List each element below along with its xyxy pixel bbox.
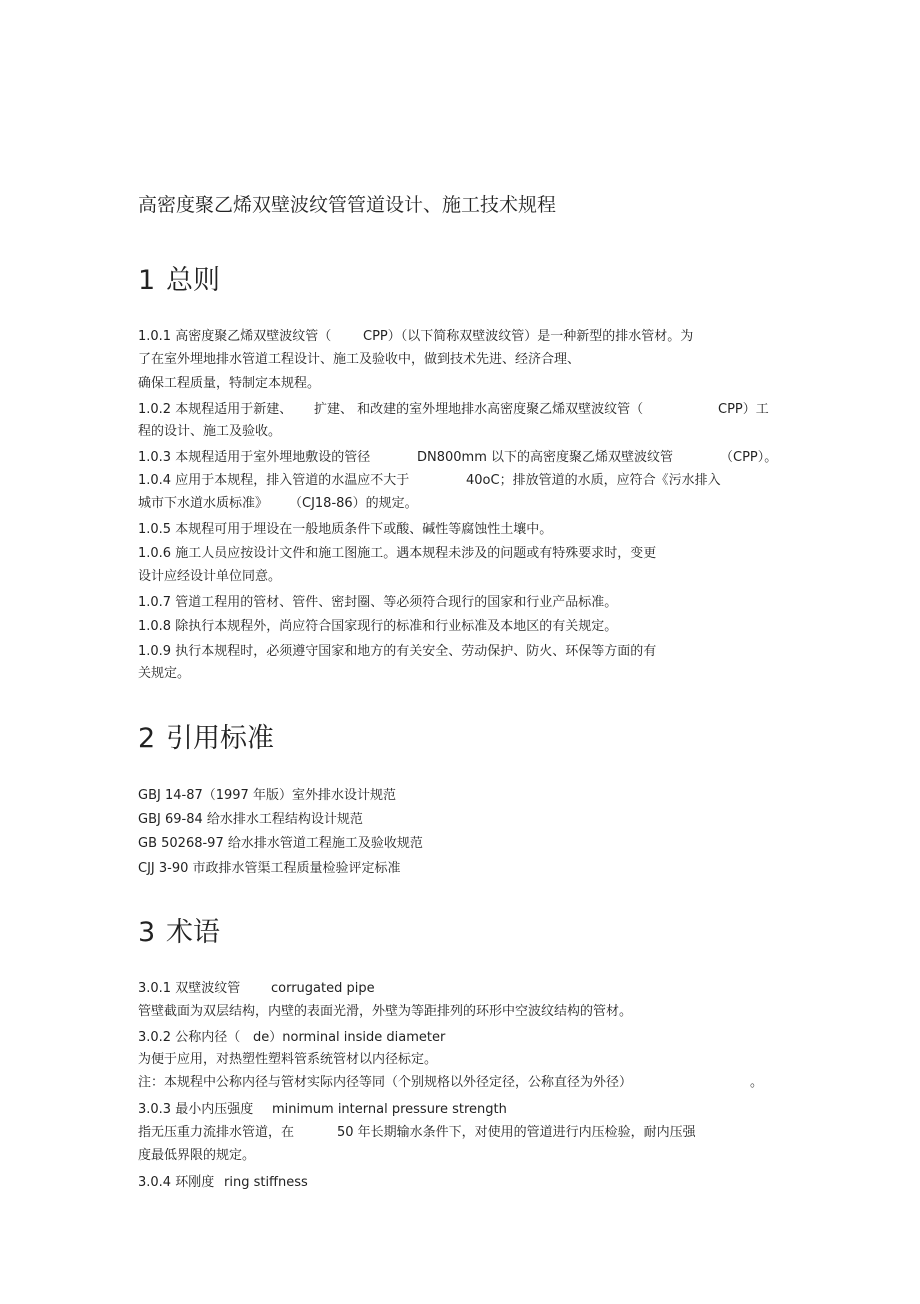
- clause-1-0-6-line: 设计应经设计单位同意。: [138, 569, 282, 584]
- section-number: 3: [138, 917, 156, 948]
- section-title: 引用标准: [166, 723, 274, 754]
- clause-1-0-8-line: 1.0.8 除执行本规程外，尚应符合国家现行的标准和行业标准及本地区的有关规定。: [138, 619, 618, 634]
- section-heading-2: [138, 722, 274, 756]
- term-3-0-2-line: 注：本规程中公称内径与管材实际内径等同（个别规格以外径定径，公称直径为外径） 。: [138, 1075, 764, 1090]
- clause-1-0-4-line: 1.0.4 应用于本规程，排入管道的水温应不大于 40oC；排放管道的水质，应符合《污水排入: [138, 473, 721, 488]
- section-title: 术语: [166, 917, 220, 948]
- clause-1-0-1-line: 确保工程质量，特制定本规程。: [138, 376, 321, 391]
- term-3-0-1-line: 3.0.1 双壁波纹管 corrugated pipe: [138, 981, 375, 996]
- clause-1-0-1-line: 了在室外埋地排水管道工程设计、施工及验收中，做到技术先进、经济合理、: [138, 352, 581, 367]
- clause-1-0-5-line: 1.0.5 本规程可用于埋设在一般地质条件下或酸、碱性等腐蚀性土壤中。: [138, 522, 553, 537]
- standard-item: GBJ 69-84 给水排水工程结构设计规范: [138, 812, 363, 827]
- section-title: 总则: [166, 265, 220, 296]
- section-number: 2: [138, 723, 156, 754]
- clause-1-0-3-line: 1.0.3 本规程适用于室外埋地敷设的管径 DN800mm 以下的高密度聚乙烯双壁波纹管 （CPP）。: [138, 450, 778, 465]
- clause-1-0-2-line: 程的设计、施工及验收。: [138, 424, 282, 439]
- clause-1-0-1-line: 1.0.1 高密度聚乙烯双壁波纹管（ CPP）（以下简称双壁波纹管）是一种新型的排水管材。为: [138, 329, 694, 344]
- clause-1-0-9-line: 1.0.9 执行本规程时，必须遵守国家和地方的有关安全、劳动保护、防火、环保等方面的有: [138, 644, 657, 659]
- section-heading-3: [138, 916, 220, 950]
- clause-1-0-4-line: 城市下水道水质标准》 （CJ18-86）的规定。: [138, 496, 418, 511]
- term-3-0-3-line: 指无压重力流排水管道，在 50 年长期输水条件下，对使用的管道进行内压检验，耐内压强: [138, 1125, 696, 1140]
- clause-1-0-9-line: 关规定。: [138, 666, 191, 681]
- term-3-0-1-line: 管壁截面为双层结构，内壁的表面光滑，外壁为等距排列的环形中空波纹结构的管材。: [138, 1004, 633, 1019]
- section-heading-1: [138, 264, 220, 298]
- clause-1-0-7-line: 1.0.7 管道工程用的管材、管件、密封圈、等必须符合现行的国家和行业产品标准。: [138, 595, 618, 610]
- clause-1-0-6-line: 1.0.6 施工人员应按设计文件和施工图施工。遇本规程未涉及的问题或有特殊要求时，变更: [138, 546, 657, 561]
- document-title: 高密度聚乙烯双壁波纹管管道设计、施工技术规程: [138, 194, 557, 216]
- standard-item: GB 50268-97 给水排水管道工程施工及验收规范: [138, 836, 423, 851]
- standard-item: GBJ 14-87（1997 年版）室外排水设计规范: [138, 788, 396, 803]
- term-3-0-4-line: 3.0.4 环刚度 ring stiffness: [138, 1175, 308, 1190]
- term-3-0-2-line: 为便于应用，对热塑性塑料管系统管材以内径标定。: [138, 1052, 438, 1067]
- section-number: 1: [138, 265, 156, 296]
- clause-1-0-2-line: 1.0.2 本规程适用于新建、 扩建、 和改建的室外埋地排水高密度聚乙烯双壁波纹管（ CPP）工: [138, 402, 769, 417]
- term-3-0-2-line: 3.0.2 公称内径（ de）norminal inside diameter: [138, 1030, 446, 1045]
- term-3-0-3-line: 3.0.3 最小内压强度 minimum internal pressure strength: [138, 1102, 507, 1117]
- standard-item: CJJ 3-90 市政排水管渠工程质量检验评定标准: [138, 861, 401, 876]
- term-3-0-3-line: 度最低界限的规定。: [138, 1148, 256, 1163]
